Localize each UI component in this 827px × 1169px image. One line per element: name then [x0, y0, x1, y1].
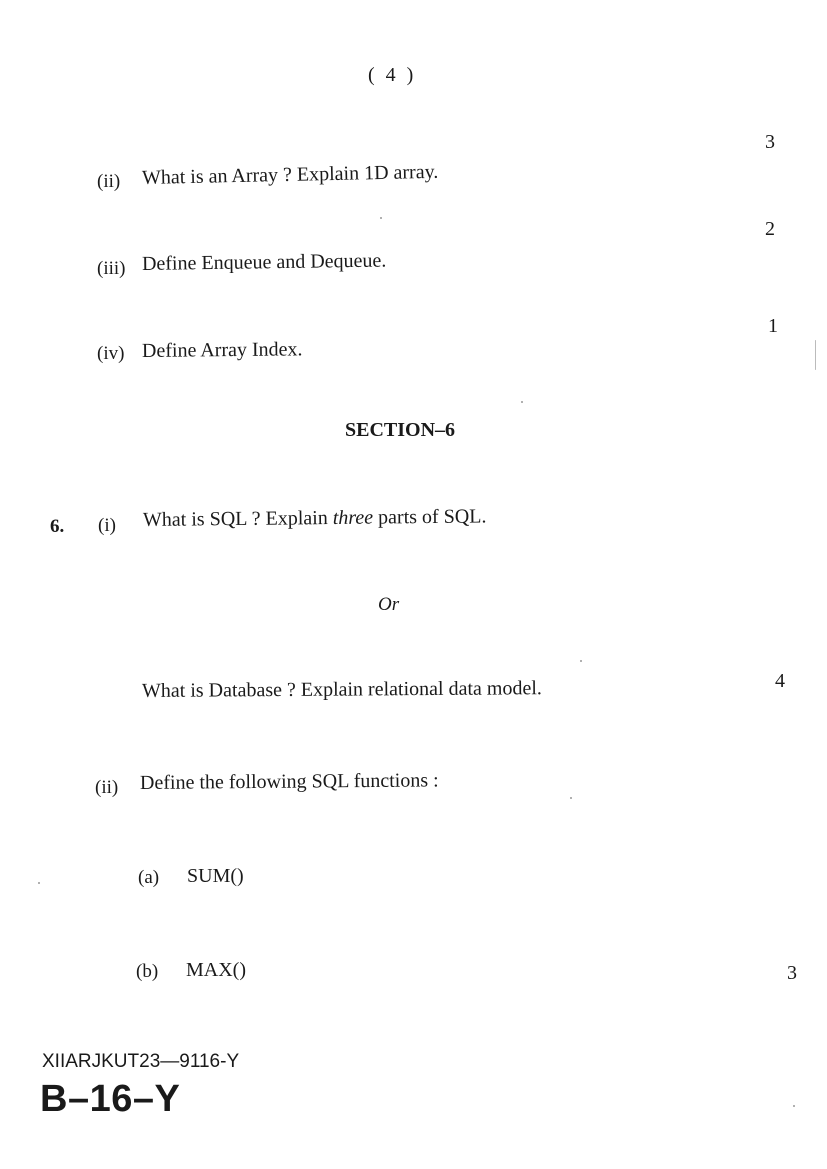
q6-part1-label: (i): [98, 515, 116, 536]
scan-speck: [38, 882, 40, 884]
footer-code: XIIARJKUT23—9116-Y: [42, 1051, 240, 1072]
q6-part1-text: [143, 505, 487, 532]
scan-speck: [793, 1105, 795, 1107]
marks-q6-part2: 3: [787, 962, 797, 984]
section-title: SECTION–6: [345, 419, 456, 441]
item-iii-text: Define Enqueue and Dequeue.: [141, 249, 387, 275]
scan-speck: [380, 217, 382, 219]
scan-speck: [570, 797, 572, 799]
q6-part2-label: (ii): [95, 777, 119, 798]
item-ii-label: (ii): [97, 171, 121, 192]
q6-part2-text: Define the following SQL functions :: [139, 769, 439, 794]
subitem-a-label: (a): [138, 867, 160, 888]
page-number: ( 4 ): [368, 64, 417, 86]
or-label: Or: [378, 594, 400, 615]
marks-item-ii: 3: [765, 131, 775, 153]
scan-speck: [521, 401, 523, 403]
question-number: 6.: [50, 516, 65, 537]
marks-item-iv: 1: [768, 315, 778, 337]
marks-q6-part1: 4: [775, 670, 785, 692]
q6-alt-text: What is Database ? Explain relational data model.: [141, 677, 542, 702]
item-iv-label: (iv): [97, 343, 125, 364]
item-iv-text: Define Array Index.: [141, 338, 303, 362]
q6-part1-text-before: What is SQL ? Explain: [142, 507, 333, 531]
q6-part1-text-after: parts of SQL.: [373, 505, 487, 529]
subitem-b-label: (b): [136, 961, 159, 982]
subitem-a-text: SUM(): [187, 865, 244, 887]
marks-item-iii: 2: [765, 218, 775, 240]
item-iii-label: (iii): [97, 258, 126, 279]
q6-part1-emphasis: three: [332, 506, 374, 530]
scan-edge-mark: [815, 340, 816, 370]
scan-speck: [580, 660, 582, 662]
subitem-b-text: MAX(): [186, 959, 246, 981]
paper-code: B–16–Y: [40, 1078, 181, 1120]
item-ii-text: What is an Array ? Explain 1D array.: [141, 160, 439, 189]
